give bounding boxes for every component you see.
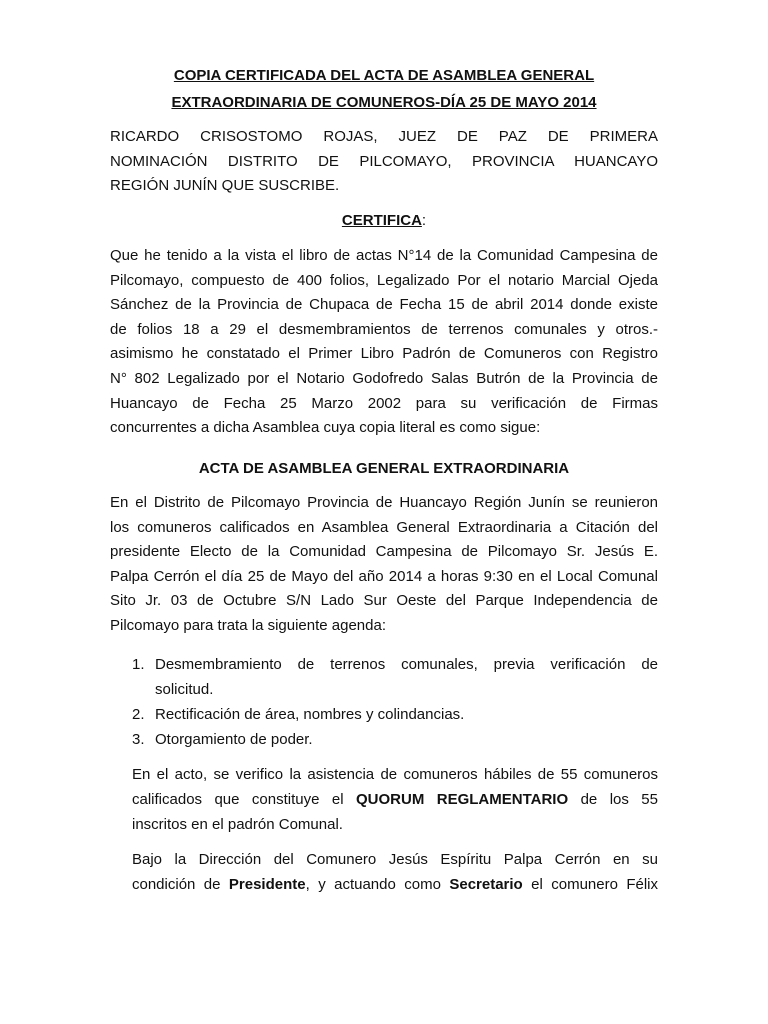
agenda-item-text: Desmembramiento de terrenos comunales, previa verificación de — [155, 656, 658, 673]
agenda-item — [132, 727, 658, 752]
agenda-item-text-cont: solicitud. — [155, 681, 214, 698]
agenda-item-number: 3. — [132, 731, 145, 748]
acta-line: Sito Jr. 03 de Octubre S/N Lado Sur Oeste del Parque Independencia de — [110, 592, 658, 610]
intro-paragraph — [110, 125, 658, 199]
acta-line: Palpa Cerrón el día 25 de Mayo del año 2014 a horas 9:30 en el Local Comunal — [110, 567, 658, 585]
direccion-text-e: el comunero Félix — [531, 876, 659, 893]
intro-line: RICARDO CRISOSTOMO ROJAS, JUEZ DE PAZ DE PRIMERA — [110, 128, 658, 145]
certifica-colon: : — [421, 212, 427, 229]
certifica-heading — [0, 211, 768, 231]
document-title-line-2: EXTRAORDINARIA DE COMUNEROS-DÍA 25 DE MAYO 2014 — [171, 94, 597, 111]
quorum-paragraph — [132, 762, 658, 837]
certifica-line: Que he tenido a la vista el libro de actas N°14 de la Comunidad Campesina de — [110, 247, 658, 264]
quorum-reglamentario: QUORUM REGLAMENTARIO — [356, 791, 569, 808]
acta-line: En el Distrito de Pilcomayo Provincia de Huancayo Región Junín se reunieron — [110, 494, 658, 511]
direccion-paragraph — [132, 847, 658, 897]
certifica-line: N° 802 Legalizado por el Notario Godofredo Salas Butrón de la Provincia de — [110, 369, 658, 387]
certifica-line: de folios 18 a 29 el desmembramientos de terrenos comunales y otros.- — [110, 320, 658, 338]
direccion-text-c: , y actuando como — [305, 876, 441, 893]
agenda-item — [132, 652, 658, 702]
secretario-label: Secretario — [449, 876, 523, 893]
certifica-word: CERTIFICA — [341, 212, 422, 229]
quorum-line-2 — [132, 787, 658, 812]
direccion-text-a: condición de — [132, 876, 221, 893]
certifica-line: concurrentes a dicha Asamblea cuya copia literal es como sigue: — [110, 419, 541, 437]
certifica-line: Huancayo de Fecha 25 Marzo 2002 para su verificación de Firmas — [110, 394, 658, 412]
presidente-label: Presidente — [228, 876, 306, 893]
certifica-line: asimismo he constatado el Primer Libro Padrón de Comuneros con Registro — [110, 345, 658, 363]
quorum-text-post: de los 55 — [580, 791, 658, 808]
acta-paragraph — [110, 491, 658, 639]
agenda-item-number: 2. — [132, 706, 145, 723]
agenda-item — [132, 702, 658, 727]
agenda-item-text: Rectificación de área, nombres y colindancias. — [155, 706, 465, 723]
certifica-line: Sánchez de la Provincia de Chupaca de Fecha 15 de abril 2014 donde existe — [110, 296, 658, 314]
agenda-list — [132, 652, 658, 752]
certifica-paragraph — [110, 244, 658, 441]
intro-line: NOMINACIÓN DISTRITO DE PILCOMAYO, PROVINCIA HUANCAYO — [110, 152, 658, 170]
document-title-line-1: COPIA CERTIFICADA DEL ACTA DE ASAMBLEA GENERAL — [173, 67, 595, 84]
direccion-line: Bajo la Dirección del Comunero Jesús Espíritu Palpa Cerrón en su — [132, 851, 658, 868]
certifica-line: Pilcomayo, compuesto de 400 folios, Legalizado Por el notario Marcial Ojeda — [110, 271, 658, 289]
quorum-line: En el acto, se verifico la asistencia de comuneros hábiles de 55 comuneros — [132, 766, 658, 783]
agenda-item-number: 1. — [132, 656, 145, 673]
acta-line: los comuneros calificados en Asamblea General Extraordinaria a Citación del — [110, 518, 658, 536]
quorum-line: inscritos en el padrón Comunal. — [132, 816, 343, 833]
intro-line: REGIÓN JUNÍN QUE SUSCRIBE. — [110, 177, 340, 195]
quorum-text-pre: calificados que constituye el — [132, 791, 344, 808]
acta-line: presidente Electo de la Comunidad Campesina de Pilcomayo Sr. Jesús E. — [110, 543, 658, 561]
acta-heading: ACTA DE ASAMBLEA GENERAL EXTRAORDINARIA — [198, 460, 570, 477]
agenda-item-text: Otorgamiento de poder. — [155, 731, 313, 748]
direccion-line-2 — [132, 872, 658, 897]
acta-line: Pilcomayo para trata la siguiente agenda: — [110, 616, 387, 634]
